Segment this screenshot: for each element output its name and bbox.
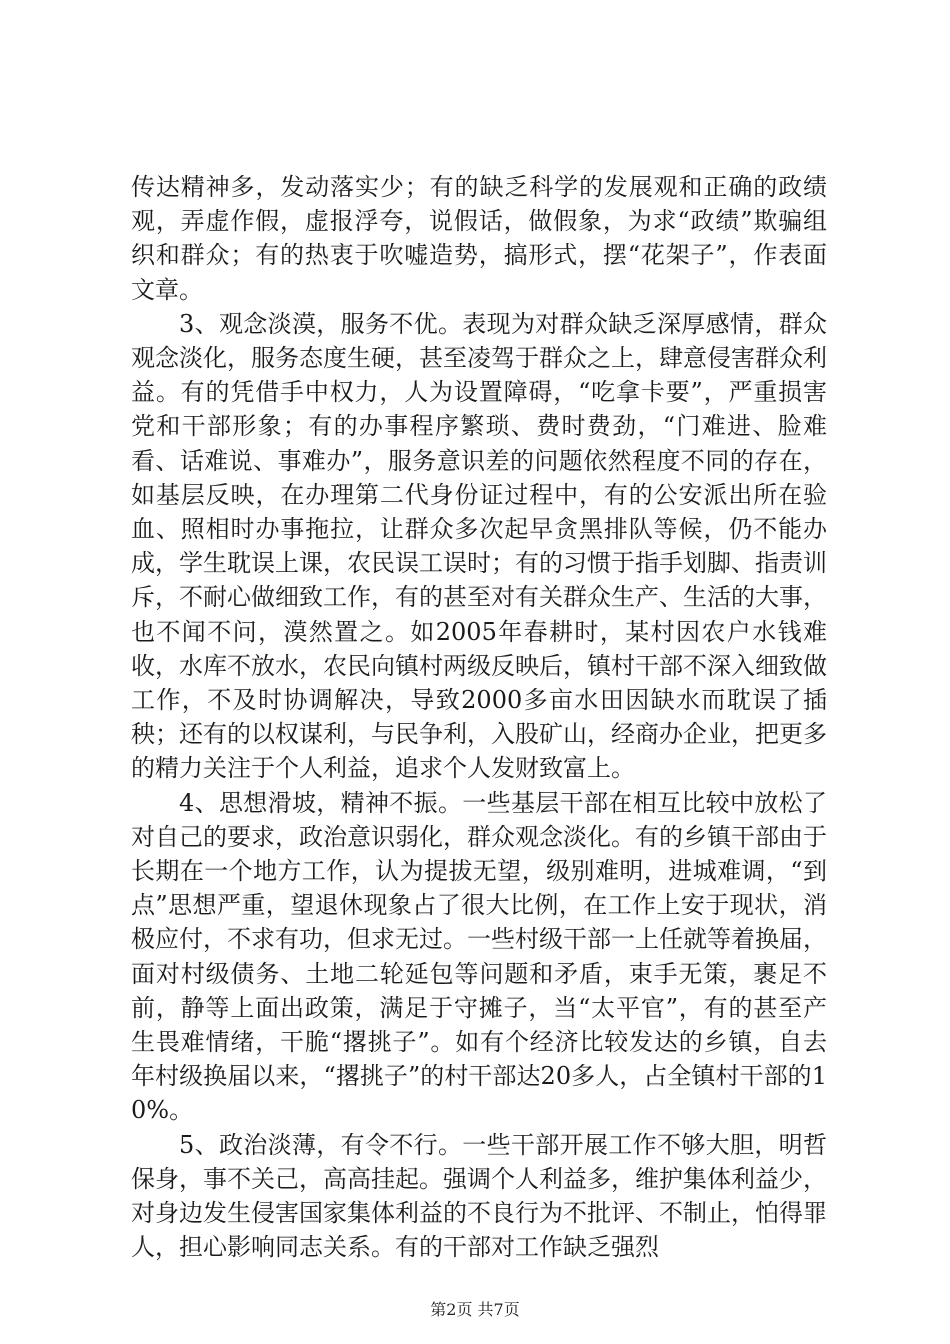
paragraph-5-politics: 5、政治淡薄，有令不行。一些干部开展工作不够大胆，明哲保身，事不关己，高高挂起。强调个人利益多，维护集体利益少，对身边发生侵害国家集体利益的不良行为不批评、不制止，怕得罪人，担心影响同志关系。有的干部对工作缺乏强烈 [131, 1130, 827, 1262]
paragraph-continuation: 传达精神多，发动落实少；有的缺乏科学的发展观和正确的政绩观，弄虚作假，虚报浮夸，说假话，做假象，为求“政绩”欺骗组织和群众；有的热衷于吹嘘造势，搞形式，摆“花架子”，作表面文章。 [131, 173, 827, 304]
paragraph-3-service: 3、观念淡漠，服务不优。表现为对群众缺乏深厚感情，群众观念淡化，服务态度生硬，甚至凌驾于群众之上，肆意侵害群众利益。有的凭借手中权力，人为设置障碍，“吃拿卡要”，严重损害党和干部形象；有的办事程序繁琐、费时费劲，“门难进、脸难看、话难说、事难办”，服务意识差的问题依然程度不同的存在，如基层反映，在办理第二代身份证过程中，有的公安派出所在验血、照相时办事拖拉，让群众多次起早贪黑排队等候，仍不能办成，学生耽误上课，农民误工误时；有的习惯于指手划脚、指责训斥，不耐心做细致工作，有的甚至对有关群众生产、生活的大事，也不闻不问，漠然置之。如2005年春耕时，某村因农户水钱难收，水库不放水，农民向镇村两级反映后，镇村干部不深入细致做工作，不及时协调解决，导致2000多亩水田因缺水而耽误了插秧；还有的以权谋利，与民争利，入股矿山，经商办企业，把更多的精力关注于个人利益，追求个人发财致富上。 [131, 309, 827, 783]
page-number-footer: 第2页 共7页 [430, 1300, 520, 1319]
paragraph-4-thinking: 4、思想滑坡，精神不振。一些基层干部在相互比较中放松了对自己的要求，政治意识弱化，群众观念淡化。有的乡镇干部由于长期在一个地方工作，认为提拔无望，级别难明，进城难调，“到点”思想严重，望退休现象占了很大比例，在工作上安于现状，消极应付，不求有功，但求无过。一些村级干部一上任就等着换届，面对村级债务、土地二轮延包等问题和矛盾，束手无策，裹足不前，静等上面出政策，满足于守摊子，当“太平官”，有的甚至产生畏难情绪，干脆“撂挑子”。如有个经济比较发达的乡镇，自去年村级换届以来，“撂挑子”的村干部达20多人，占全镇村干部的10%。 [131, 788, 827, 1125]
body-text [131, 170, 827, 1265]
